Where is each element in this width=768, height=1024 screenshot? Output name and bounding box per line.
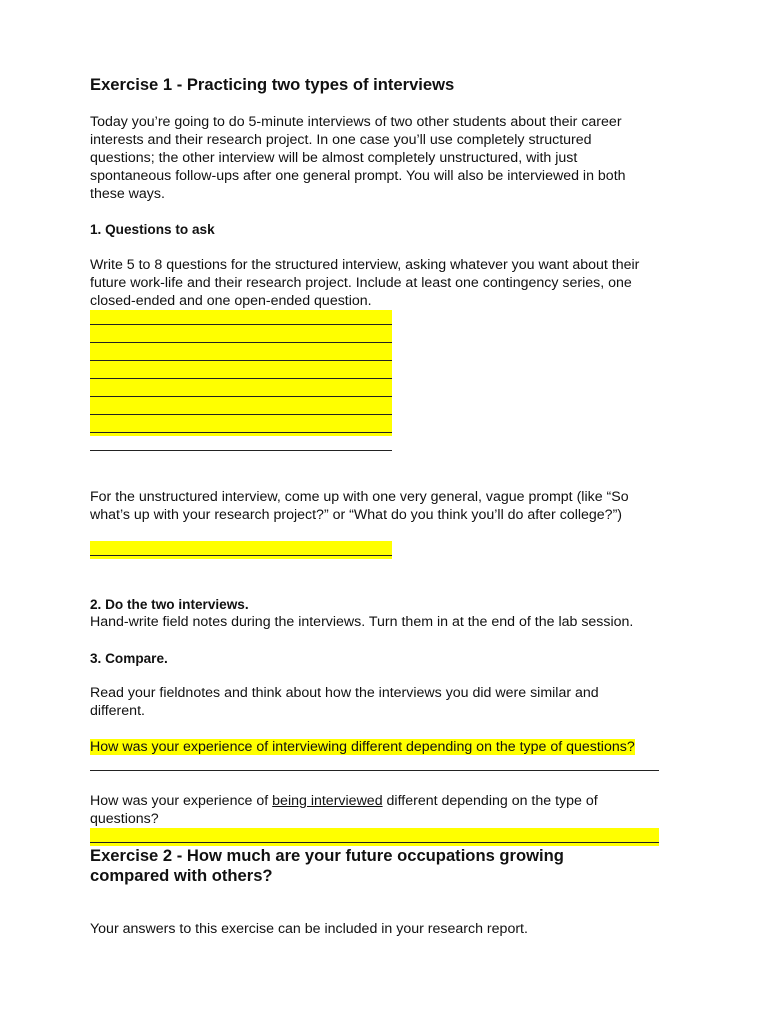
exercise1-intro xyxy=(90,113,690,203)
intro-line: these ways. xyxy=(90,186,165,202)
compare-question-1 xyxy=(90,738,690,774)
section3-text xyxy=(90,684,690,720)
answer-line[interactable] xyxy=(90,400,392,418)
answer-line[interactable] xyxy=(90,310,392,328)
question-text-line2: questions? xyxy=(90,811,159,827)
answer-line[interactable] xyxy=(90,541,392,559)
unstructured-answer-line xyxy=(90,541,392,559)
instruction-line: Write 5 to 8 questions for the structured interview, asking whatever you want about their xyxy=(90,257,640,273)
section1-heading: 1. Questions to ask xyxy=(90,222,215,237)
text-line: different. xyxy=(90,703,145,719)
section2-text: Hand-write field notes during the interviews. Turn them in at the end of the lab session. xyxy=(90,614,634,630)
answer-line[interactable] xyxy=(90,382,392,400)
question-text: How was your experience of interviewing different depending on the type of questions? xyxy=(90,739,635,755)
question-text: How was your experience of being interviewed different depending on the type of xyxy=(90,793,598,809)
answer-line[interactable] xyxy=(90,364,392,382)
compare-question-2 xyxy=(90,792,690,846)
intro-line: Today you’re going to do 5-minute interviews of two other students about their career xyxy=(90,114,622,130)
intro-line: interests and their research project. In one case you’ll use completely structured xyxy=(90,132,592,148)
exercise2-title-line: Exercise 2 - How much are your future occupations growing xyxy=(90,846,564,865)
intro-line: spontaneous follow-ups after one general prompt. You will also be interviewed in both xyxy=(90,168,626,184)
instruction-line: For the unstructured interview, come up with one very general, vague prompt (like “So xyxy=(90,489,629,505)
section3-heading: 3. Compare. xyxy=(90,651,168,666)
exercise2-title xyxy=(90,846,710,886)
instruction-line: closed-ended and one open-ended question. xyxy=(90,293,372,309)
exercise2-text: Your answers to this exercise can be included in your research report. xyxy=(90,921,528,937)
underlined-phrase: being interviewed xyxy=(272,793,383,809)
answer-line[interactable] xyxy=(90,346,392,364)
instruction-line: what’s up with your research project?” or “What do you think you’ll do after college?”) xyxy=(90,507,623,523)
answer-line[interactable] xyxy=(90,756,659,774)
answer-line[interactable] xyxy=(90,828,659,846)
answer-line[interactable] xyxy=(90,436,392,454)
section2-heading: 2. Do the two interviews. xyxy=(90,597,249,612)
intro-line: questions; the other interview will be almost completely unstructured, with just xyxy=(90,150,578,166)
section1-instructions xyxy=(90,256,690,310)
structured-answer-lines xyxy=(90,310,392,454)
instruction-line: future work-life and their research project. Include at least one contingency series, one xyxy=(90,275,632,291)
unstructured-instructions xyxy=(90,488,690,524)
text-line: Read your fieldnotes and think about how the interviews you did were similar and xyxy=(90,685,599,701)
answer-line[interactable] xyxy=(90,418,392,436)
exercise1-title: Exercise 1 - Practicing two types of interviews xyxy=(90,75,455,94)
exercise2-title-line: compared with others? xyxy=(90,866,273,885)
answer-line[interactable] xyxy=(90,328,392,346)
